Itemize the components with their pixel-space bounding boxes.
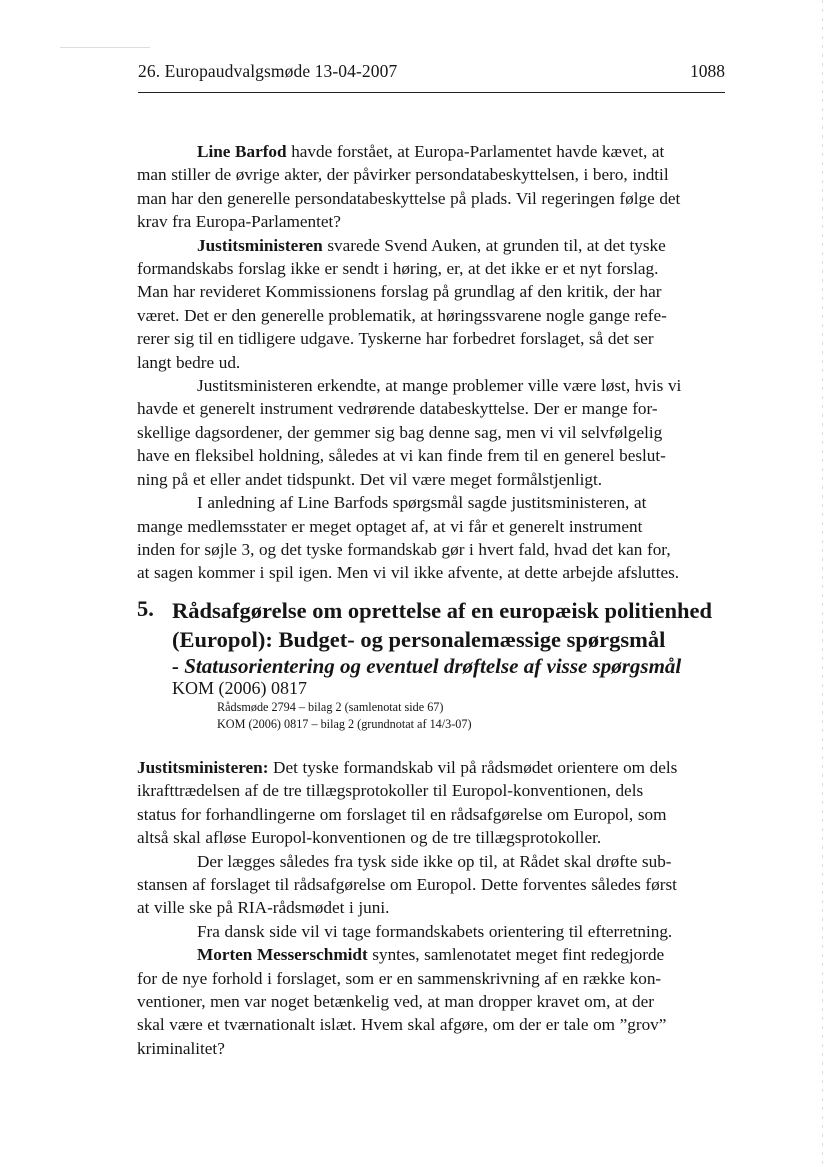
text-line: skal være et tværnationalt islæt. Hvem skal afgøre, om der er tale om ”grov” <box>137 1015 667 1035</box>
text-line: altså skal afløse Europol-konventionen og de tre tillægsprotokoller. <box>137 828 602 848</box>
speaker-name: Line Barfod <box>197 142 287 161</box>
text-line: have en fleksibel holdning, således at vi kan finde frem til en generel beslut- <box>137 446 666 466</box>
text-line: inden for søjle 3, og det tyske formandskab gør i hvert fald, hvad det kan for, <box>137 539 671 559</box>
text-line: Justitsministeren: Det tyske formandskab vil på rådsmødet orientere om dels <box>137 758 678 777</box>
section-number: 5. <box>137 596 154 621</box>
section-kom-reference: KOM (2006) 0817 <box>172 678 307 698</box>
text-line: I anledning af Line Barfods spørgsmål sagde justitsministeren, at <box>197 493 647 513</box>
text-line: kriminalitet? <box>137 1038 225 1058</box>
header-title: 26. Europaudvalgsmøde 13-04-2007 <box>138 61 398 81</box>
text-line: Justitsministeren svarede Svend Auken, at grunden til, at det tyske <box>197 235 666 255</box>
text-line: mange medlemsstater er meget optaget af, at vi får et generelt instrument <box>137 516 643 536</box>
text-line: formandskabs forslag ikke er sendt i høring, er, at det ikke er et nyt forslag. <box>137 259 659 279</box>
section-title <box>172 596 712 654</box>
speaker-name: Justitsministeren <box>197 235 323 255</box>
text-line: ning på et eller andet tidspunkt. Det vil være meget formålstjenligt. <box>137 469 603 489</box>
text-line: status for forhandlingerne om forslaget til en rådsafgørelse om Europol, som <box>137 804 667 824</box>
text-line: Man har revideret Kommissionens forslag på grundlag af den kritik, der har <box>137 282 662 302</box>
text-line: Morten Messerschmidt syntes, samlenotatet meget fint redegjorde <box>197 945 665 965</box>
text-line: man stiller de øvrige akter, der påvirker persondatabeskyttelsen, i bero, indtil <box>137 165 669 185</box>
scan-speck <box>60 47 150 48</box>
section-subtitle: - Statusorientering og eventuel drøftelse af visse spørgsmål <box>172 654 682 678</box>
discussion-block-1 <box>137 140 727 585</box>
text-line: Justitsministeren erkendte, at mange problemer ville være løst, hvis vi <box>197 376 682 396</box>
section-title-line-1: Rådsafgørelse om oprettelse af en europæisk politienhed <box>172 598 712 623</box>
text-line: man har den generelle persondatabeskyttelse på plads. Vil regeringen følge det <box>137 188 681 208</box>
section-reference-1: Rådsmøde 2794 – bilag 2 (samlenotat side 67) <box>217 700 444 714</box>
text-line: langt bedre ud. <box>137 352 241 372</box>
scan-edge-artifact <box>822 0 823 1167</box>
text-line: Fra dansk side vil vi tage formandskabets orientering til efterretning. <box>197 921 673 941</box>
section-title-line-2: (Europol): Budget- og personalemæssige spørgsmål <box>172 627 666 652</box>
page-number: 1088 <box>690 61 725 81</box>
discussion-block-2 <box>137 756 727 1060</box>
text-line: rerer sig til en tidligere udgave. Tyskerne har forbedret forslaget, så det ser <box>137 329 654 349</box>
text-line: at sagen kommer i spil igen. Men vi vil ikke afvente, at dette arbejde afsluttes. <box>137 563 680 583</box>
header-rule <box>138 92 725 93</box>
text-line: skellige dagsordener, der gemmer sig bag denne sag, men vi vil selvfølgelig <box>137 422 663 442</box>
text-line: ikrafttrædelsen af de tre tillægsprotokoller til Europol-konventionen, dels <box>137 781 644 801</box>
text-line: været. Det er den generelle problematik, at høringssvarene nogle gange refe- <box>137 305 667 325</box>
text-line: Der lægges således fra tysk side ikke op til, at Rådet skal drøfte sub- <box>197 851 672 871</box>
text-line: havde et generelt instrument vedrørende databeskyttelse. Der er mange for- <box>137 399 658 419</box>
text-line: Line Barfod havde forstået, at Europa-Parlamentet havde kævet, at <box>197 142 665 161</box>
text-line: for de nye forhold i forslaget, som er en sammenskrivning af en række kon- <box>137 968 662 988</box>
text-line: ventioner, men var noget betænkelig ved, at man dropper kravet om, at der <box>137 992 654 1012</box>
speaker-name: Morten Messerschmidt <box>197 945 368 965</box>
text-line: stansen af forslaget til rådsafgørelse om Europol. Dette forventes således først <box>137 875 677 895</box>
section-reference-2: KOM (2006) 0817 – bilag 2 (grundnotat af 14/3-07) <box>217 717 472 731</box>
text-line: at ville ske på RIA-rådsmødet i juni. <box>137 898 390 918</box>
text-line: krav fra Europa-Parlamentet? <box>137 212 341 232</box>
speaker-name: Justitsministeren: <box>137 758 269 777</box>
